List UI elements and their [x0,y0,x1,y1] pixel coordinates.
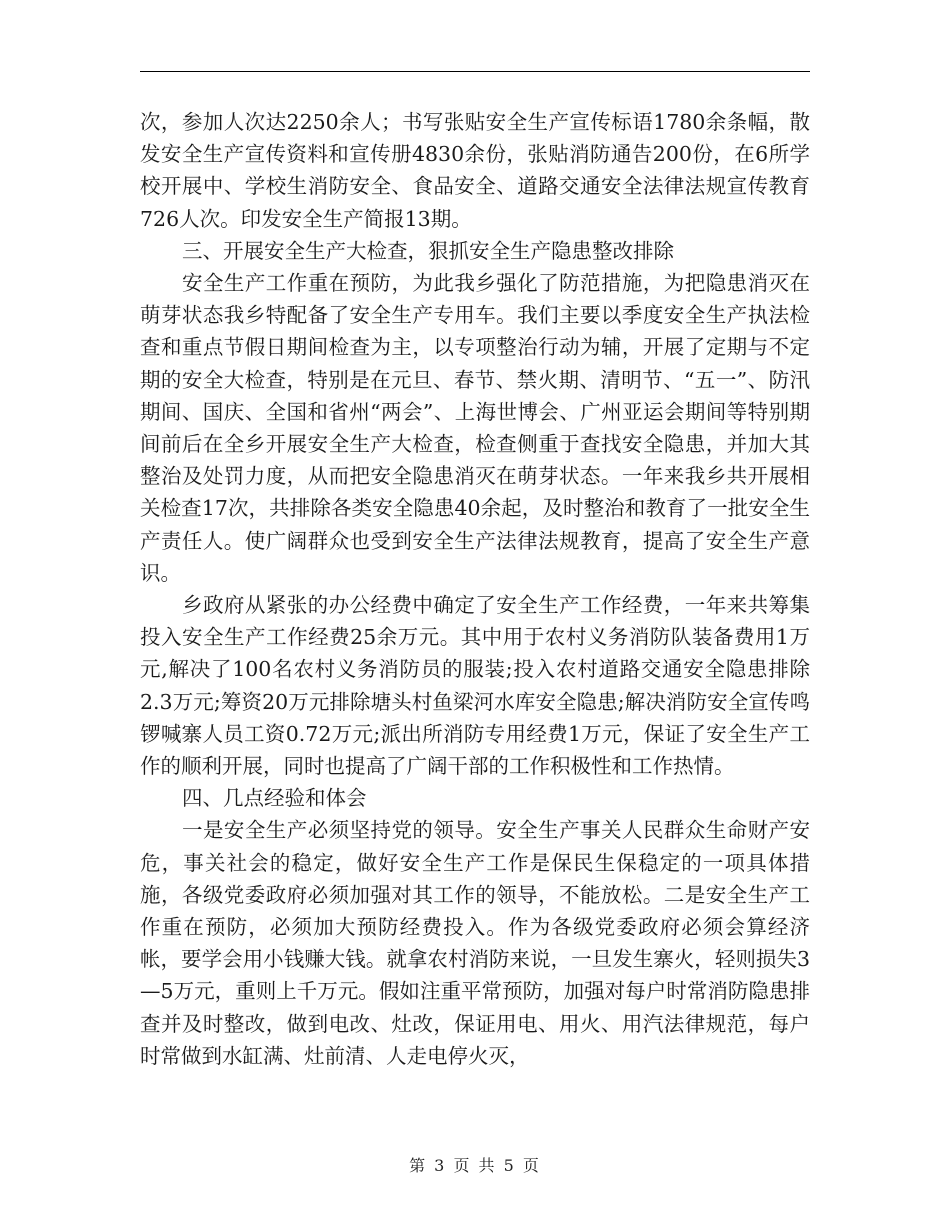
paragraph-2: 安全生产工作重在预防，为此我乡强化了防范措施，为把隐患消灭在萌芽状态我乡特配备了安全生产专用车。我们主要以季度安全生产执法检查和重点节假日期间检查为主，以专项整治行动为辅，开展了定期与不定期的安全大检查，特别是在元旦、春节、禁火期、清明节、“五一”、防汛期间、国庆、全国和省州“两会”、上海世博会、广州亚运会期间等特别期间前后在全乡开展安全生产大检查，检查侧重于查找安全隐患，并加大其整治及处罚力度，从而把安全隐患消灭在萌芽状态。一年来我乡共开展相关检查17次，共排除各类安全隐患40余起，及时整治和教育了一批安全生产责任人。使广阔群众也受到安全生产法律法规教育，提高了安全生产意识。 [140,271,810,585]
paragraph-3: 乡政府从紧张的办公经费中确定了安全生产工作经费，一年来共筹集投入安全生产工作经费25余万元。其中用于农村义务消防队装备费用1万元,解决了100名农村义务消防员的服装;投入农村道路交通安全隐患排除2.3万元;筹资20万元排除塘头村鱼梁河水库安全隐患;解决消防安全宣传鸣锣喊寨人员工资0.72万元;派出所消防专用经费1万元，保证了安全生产工作的顺利开展，同时也提高了广阔干部的工作积极性和工作热情。 [140,593,810,779]
section-heading-3: 三、开展安全生产大检查，狠抓安全生产隐患整改排除 [182,238,674,263]
paragraph-4: 一是安全生产必须坚持党的领导。安全生产事关人民群众生命财产安危，事关社会的稳定，做好安全生产工作是保民生保稳定的一项具体措施，各级党委政府必须加强对其工作的领导，不能放松。二是安全生产工作重在预防，必须加大预防经费投入。作为各级党委政府必须会算经济帐，要学会用小钱赚大钱。就拿农村消防来说，一旦发生寨火，轻则损失3—5万元，重则上千万元。假如注重平常预防，加强对每户时常消防隐患排查并及时整改，做到电改、灶改，保证用电、用火、用汽法律规范，每户时常做到水缸满、灶前清、人走电停火灭， [140,818,810,1068]
page-footer: 第 3 页 共 5 页 [409,1156,541,1175]
header-rule [140,71,810,72]
paragraph-1: 次，参加人次达2250余人；书写张贴安全生产宣传标语1780余条幅，散发安全生产宣传资料和宣传册4830余份，张贴消防通告200份，在6所学校开展中、学校生消防安全、食品安全、道路交通安全法律法规宣传教育726人次。印发安全生产简报13期。 [140,110,810,231]
section-heading-4: 四、几点经验和体会 [182,786,367,811]
body-text [140,106,810,1072]
